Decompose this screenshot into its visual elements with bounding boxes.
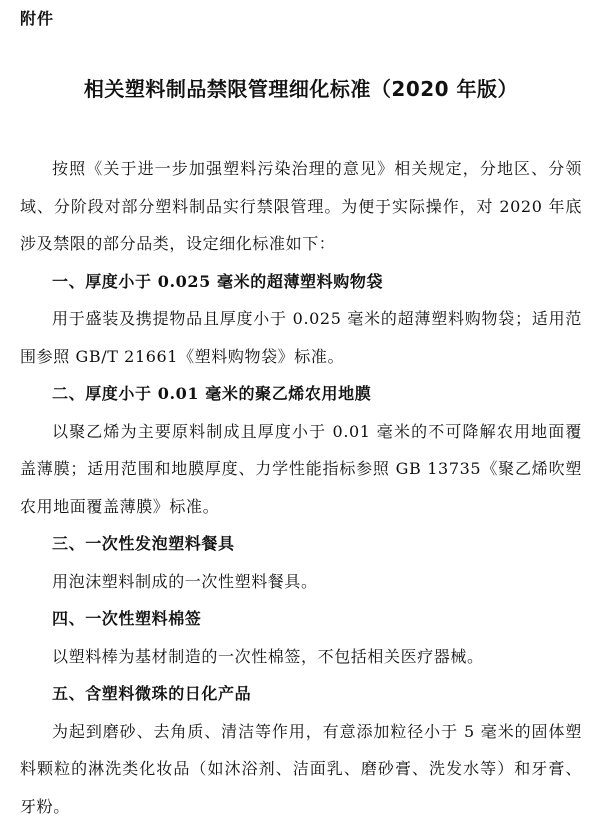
intro-paragraph: 按照《关于进一步加强塑料污染治理的意见》相关规定，分地区、分领域、分阶段对部分塑料制品实行禁限管理。为便于实际操作，对 2020 年底涉及禁限的部分品类，设定细化标准如下： — [20, 159, 582, 253]
section-heading-1: 一、厚度小于 0.025 毫米的超薄塑料购物袋 — [52, 271, 384, 291]
section-body-1: 用于盛装及携提物品且厚度小于 0.025 毫米的超薄塑料购物袋；适用范围参照 GB/T 21661《塑料购物袋》标准。 — [20, 309, 582, 366]
document-body — [20, 150, 582, 825]
attachment-label: 附件 — [20, 9, 55, 28]
section-heading-2: 二、厚度小于 0.01 毫米的聚乙烯农用地膜 — [52, 384, 372, 403]
section-body-5: 为起到磨砂、去角质、清洁等作用，有意添加粒径小于 5 毫米的固体塑料颗粒的淋洗类化妆品（如沐浴剂、洁面乳、磨砂膏、洗发水等）和牙膏、牙粉。 — [20, 721, 582, 816]
section-body-4: 以塑料棒为基材制造的一次性棉签，不包括相关医疗器械。 — [52, 646, 484, 666]
section-heading-3: 三、一次性发泡塑料餐具 — [52, 534, 235, 553]
section-body-2: 以聚乙烯为主要原料制成且厚度小于 0.01 毫米的不可降解农用地面覆盖薄膜；适用范围和地膜厚度、力学性能指标参照 GB 13735《聚乙烯吹塑农用地面覆盖薄膜》标准。 — [20, 421, 582, 516]
section-heading-5: 五、含塑料微珠的日化产品 — [52, 684, 252, 703]
section-heading-4: 四、一次性塑料棉签 — [52, 609, 202, 628]
document-title: 相关塑料制品禁限管理细化标准（2020 年版） — [83, 77, 519, 101]
section-body-3: 用泡沫塑料制成的一次性塑料餐具。 — [52, 571, 318, 591]
